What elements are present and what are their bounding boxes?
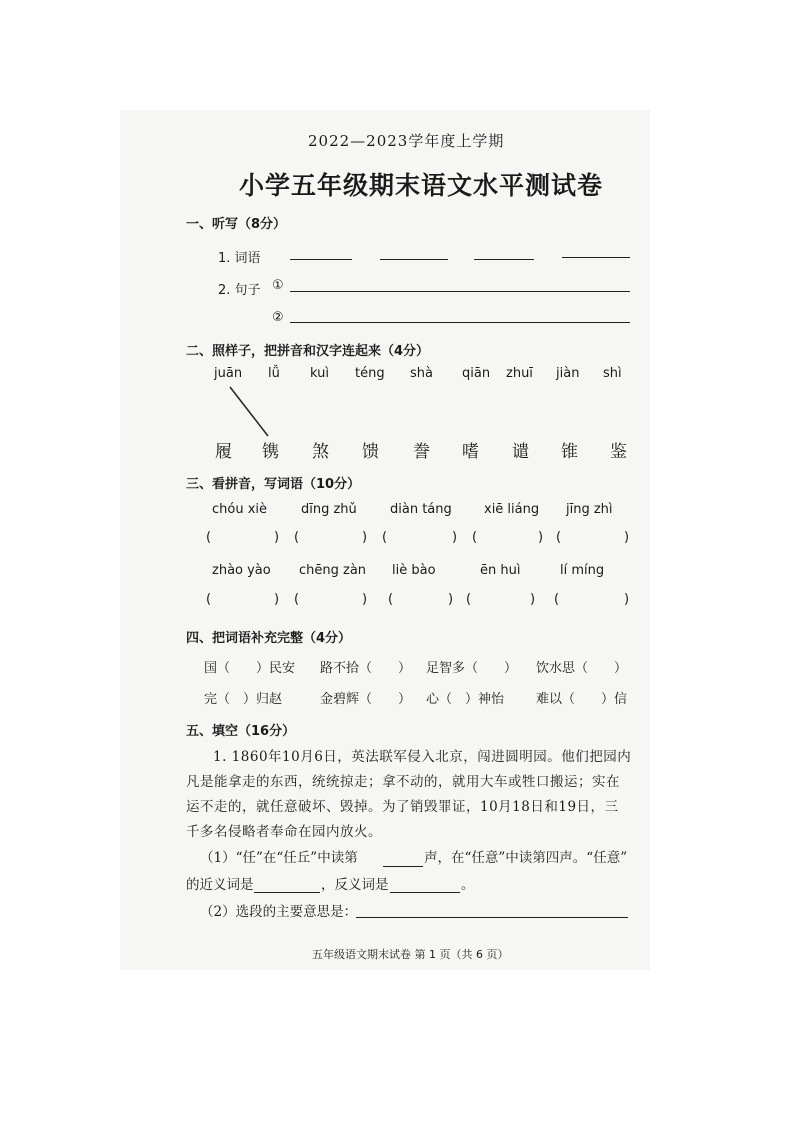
answer-box-10-open[interactable]: ( — [554, 592, 560, 607]
hanzi-shi: 嗜 — [462, 442, 479, 462]
hanzi-qian: 谴 — [512, 442, 529, 462]
main-idea-blank[interactable] — [356, 917, 628, 918]
question1-part-a: （1）“任”在“任丘”中读第 — [200, 850, 358, 866]
dictation-words-label: 1. 词语 — [218, 251, 261, 266]
idiom-8[interactable]: 难以（ ）信 — [536, 692, 628, 707]
page-footer: 五年级语文期末试卷 第 1 页（共 6 页） — [312, 948, 509, 961]
answer-box-8-open[interactable]: ( — [388, 592, 394, 607]
answer-box-1-close[interactable]: ) — [274, 530, 280, 545]
section5-heading: 五、填空（16分） — [186, 724, 296, 739]
question2-prompt: （2）选段的主要意思是： — [200, 904, 358, 920]
pinyin-xieliang: xiē liáng — [484, 502, 540, 517]
answer-box-4-close[interactable]: ) — [538, 530, 544, 545]
hanzi-jian: 鉴 — [610, 442, 627, 462]
answer-box-3-open[interactable]: ( — [382, 530, 388, 545]
section2-heading: 二、照样子，把拼音和汉字连起来（4分） — [186, 344, 430, 359]
tone-blank[interactable] — [383, 866, 423, 867]
words-blank-4[interactable] — [562, 257, 630, 258]
pinyin-diantang: diàn táng — [390, 502, 452, 517]
sentence-2-marker: ② — [272, 310, 284, 325]
pinyin-zhui: zhuī — [506, 366, 533, 381]
section4-heading: 四、把词语补充完整（4分） — [186, 631, 352, 646]
pinyin-qian: qiān — [462, 366, 491, 381]
idiom-7[interactable]: 心（ ）神怡 — [426, 692, 505, 707]
answer-box-5-close[interactable]: ) — [624, 530, 630, 545]
answer-box-3-close[interactable]: ) — [452, 530, 458, 545]
pinyin-liebao: liè bào — [392, 563, 436, 578]
question1-part-d: ，反义词是 — [321, 877, 389, 893]
answer-box-5-open[interactable]: ( — [556, 530, 562, 545]
pinyin-liming: lí míng — [560, 563, 605, 578]
question1-part-b: 声，在“任意”中读第四声。“任意” — [424, 850, 628, 866]
answer-box-10-close[interactable]: ) — [624, 592, 630, 607]
pinyin-kui: kuì — [310, 366, 329, 381]
pinyin-teng: téng — [355, 366, 385, 381]
answer-box-2-open[interactable]: ( — [294, 530, 300, 545]
pinyin-enhui: ēn huì — [480, 563, 521, 578]
answer-box-4-open[interactable]: ( — [472, 530, 478, 545]
pinyin-lv: lǚ — [268, 366, 280, 381]
question1-part-c: 的近义词是 — [186, 877, 254, 893]
pinyin-jingzhi: jīng zhì — [566, 502, 613, 517]
hanzi-teng: 誊 — [413, 442, 430, 462]
question1-part-e: 。 — [461, 877, 475, 893]
idiom-6[interactable]: 金碧辉（ ） — [320, 692, 412, 707]
reading-passage: 1. 1860年10月6日，英法联军侵入北京，闯进圆明园。他们把园内凡是能拿走的东西，统统掠走；拿不动的，就用大车或牲口搬运；实在运不走的，就任意破坏、毁掉。为了销毁罪证，10月18日和19日，三千多名侵略者奉命在园内放火。 — [186, 749, 632, 840]
section1-heading: 一、听写（8分） — [186, 217, 287, 232]
answer-box-9-open[interactable]: ( — [466, 592, 472, 607]
sentence-blank-1[interactable] — [290, 291, 630, 292]
pinyin-chengzan: chēng zàn — [299, 563, 367, 578]
hanzi-juan: 镌 — [262, 442, 279, 462]
pinyin-chouxie: chóu xiè — [212, 502, 268, 517]
idiom-1[interactable]: 国（ ）民安 — [204, 661, 296, 676]
answer-box-6-close[interactable]: ) — [274, 592, 280, 607]
hanzi-sha: 煞 — [312, 442, 329, 462]
answer-box-2-close[interactable]: ) — [362, 530, 368, 545]
words-blank-2[interactable] — [380, 259, 448, 260]
antonym-blank[interactable] — [390, 892, 460, 893]
hanzi-lv: 履 — [215, 442, 232, 462]
idiom-3[interactable]: 足智多（ ） — [426, 661, 518, 676]
answer-box-6-open[interactable]: ( — [206, 592, 212, 607]
answer-box-9-close[interactable]: ) — [530, 592, 536, 607]
pinyin-zhaoyao: zhào yào — [212, 563, 271, 578]
answer-box-8-close[interactable]: ) — [448, 592, 454, 607]
idiom-5[interactable]: 完（ ）归赵 — [204, 692, 283, 707]
section3-heading: 三、看拼音，写词语（10分） — [186, 477, 361, 492]
sentence-1-marker: ① — [272, 278, 284, 293]
school-year: 2022—2023学年度上学期 — [308, 132, 505, 150]
pinyin-jian: jiàn — [556, 366, 580, 381]
answer-box-7-close[interactable]: ) — [362, 592, 368, 607]
pinyin-shi: shì — [603, 366, 622, 381]
hanzi-zhui: 锥 — [561, 442, 578, 462]
synonym-blank[interactable] — [254, 892, 320, 893]
idiom-4[interactable]: 饮水思（ ） — [536, 661, 628, 676]
words-blank-3[interactable] — [474, 259, 534, 260]
words-blank-1[interactable] — [290, 259, 352, 260]
pinyin-juan: juān — [214, 366, 243, 381]
answer-box-1-open[interactable]: ( — [206, 530, 212, 545]
answer-box-7-open[interactable]: ( — [294, 592, 300, 607]
sentence-blank-2[interactable] — [290, 322, 630, 323]
dictation-sentences-label: 2. 句子 — [218, 283, 261, 298]
pinyin-sha: shà — [410, 366, 433, 381]
exam-title: 小学五年级期末语文水平测试卷 — [239, 171, 604, 200]
hanzi-kui: 馈 — [362, 442, 379, 462]
idiom-2[interactable]: 路不拾（ ） — [320, 661, 412, 676]
pinyin-dingzhu: dīng zhǔ — [301, 502, 357, 517]
